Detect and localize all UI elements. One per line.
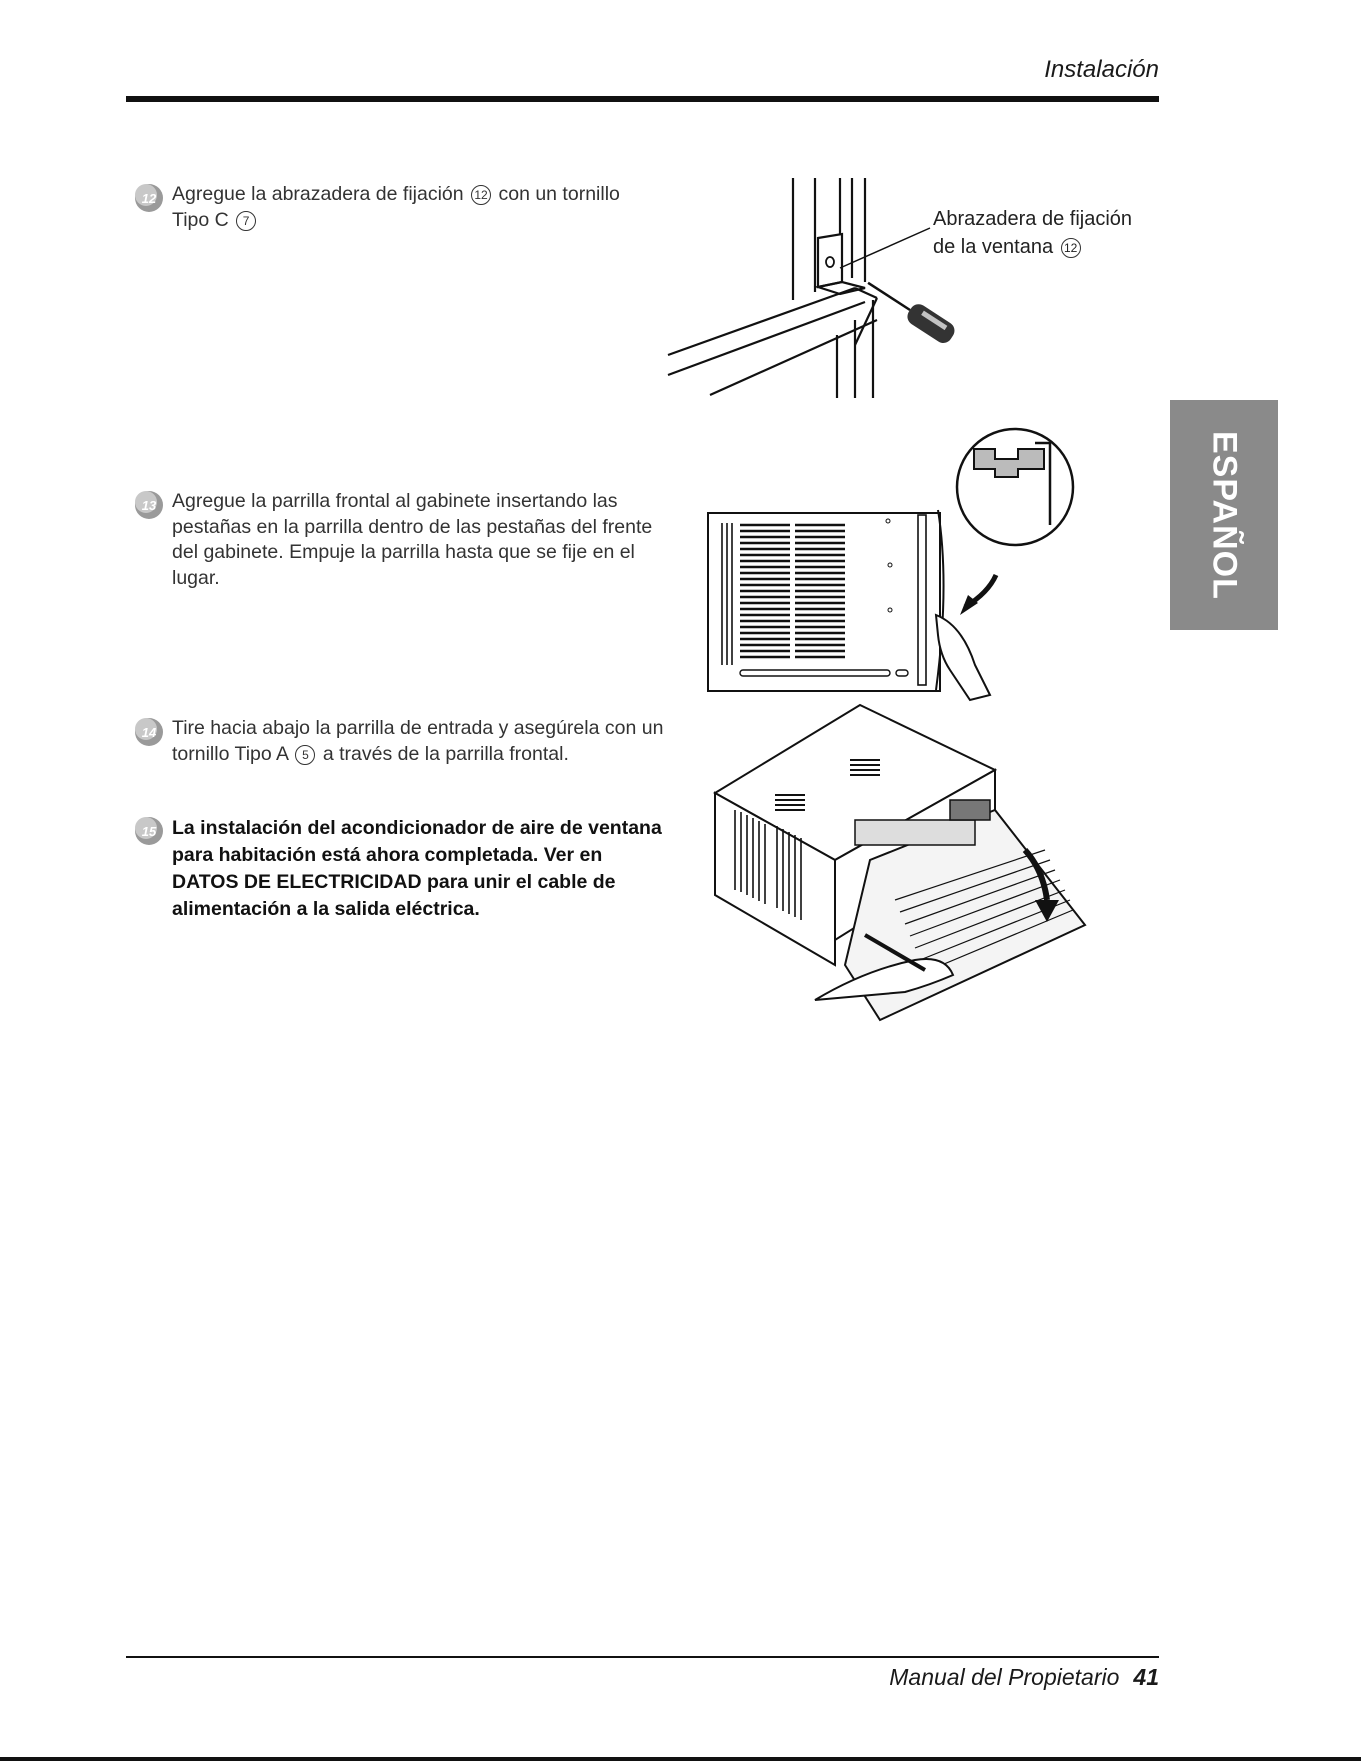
air-conditioner-illustration xyxy=(705,700,1095,1030)
step-number: 12 xyxy=(141,191,157,206)
step-text: La instalación del acondicionador de aire de ventana para habitación está ahora completada. Ver en DATOS DE ELECTRICIDAD para unir el cable de alimentación a la salida eléctrica. xyxy=(172,817,662,920)
language-tab: ESPAÑOL xyxy=(1170,400,1278,630)
ref-circle: 5 xyxy=(295,745,315,765)
step-13 xyxy=(134,489,674,591)
step-text: Agregue la parrilla frontal al gabinete insertando las pestañas en la parrilla dentro de las pestañas del frente del gabinete. Empuje la parrilla hasta que se fije en el lugar. xyxy=(172,490,653,589)
page-number: 41 xyxy=(1133,1664,1159,1690)
step-number: 15 xyxy=(141,824,157,839)
ref-circle: 12 xyxy=(1061,238,1081,258)
step-text: Agregue la abrazadera de fijación 12 con un tornillo Tipo C 7 xyxy=(172,183,620,231)
step-text: Tire hacia abajo la parrilla de entrada y asegúrela con un tornillo Tipo A 5 a través de la parrilla frontal. xyxy=(172,717,664,765)
step-number: 14 xyxy=(141,725,157,740)
step-number: 13 xyxy=(141,498,157,513)
bracket-callout-label: Abrazadera de fijación de la ventana 12 xyxy=(933,208,1133,258)
bracket-illustration xyxy=(660,170,960,405)
header-section-title: Instalación xyxy=(1044,56,1159,83)
ref-circle: 12 xyxy=(471,185,491,205)
header-rule xyxy=(126,96,1159,102)
step-number-badge xyxy=(134,490,164,520)
footer-rule xyxy=(126,1656,1159,1658)
step-number-badge xyxy=(134,183,164,213)
manual-title: Manual del Propietario xyxy=(889,1664,1120,1690)
step-number-badge xyxy=(134,717,164,747)
page-footer xyxy=(889,1664,1159,1691)
front-grille-illustration xyxy=(700,425,1100,705)
step-12 xyxy=(134,182,674,233)
ref-circle: 7 xyxy=(236,211,256,231)
page-bottom-edge xyxy=(0,1757,1361,1761)
step-number-badge xyxy=(134,816,164,846)
step-14 xyxy=(134,716,674,767)
step-15 xyxy=(134,815,674,923)
